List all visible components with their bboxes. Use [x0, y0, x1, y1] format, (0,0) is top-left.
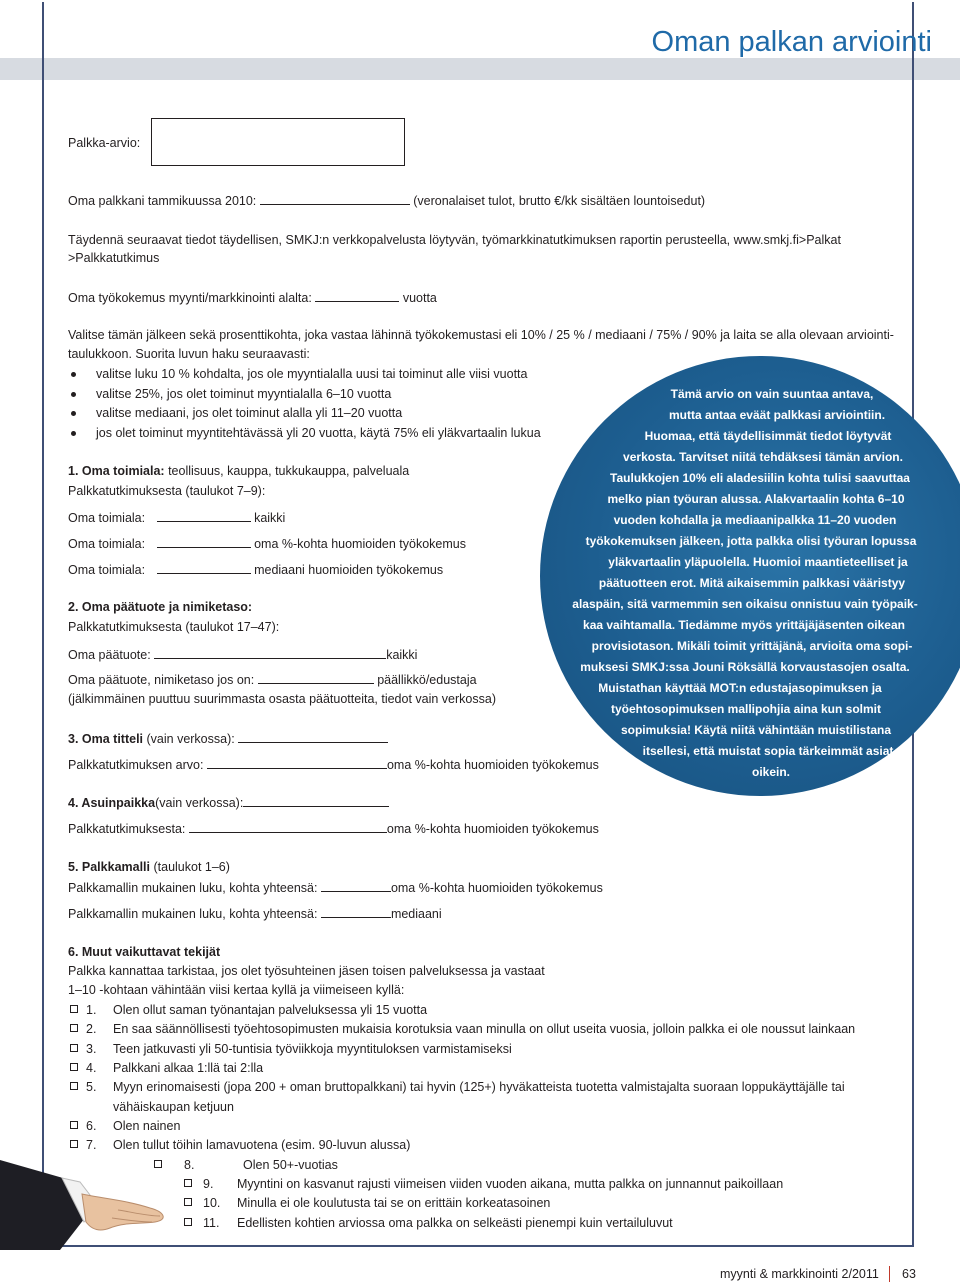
callout-line: Tämä arvio on vain suuntaa antava, [670, 387, 874, 401]
s1-row-field[interactable] [157, 535, 251, 548]
item-text: Olen ollut saman työnantajan palveluksessa yli 15 vuotta [113, 1003, 428, 1017]
item-text: Edellisten kohtien arviossa oma palkka on selkeästi pienempi kuin vertailuluvut [237, 1216, 673, 1230]
item-text: Palkkani alkaa 1:llä tai 2:lla [113, 1061, 264, 1075]
valitse-line-1: Valitse tämän jälkeen sekä prosenttikohta, joka vastaa lähinnä työkokemustasi eli 10% / 25 % / mediaani / 75% / 90% ja laita se alla olevaan arviointi- [68, 328, 894, 342]
section-3-heading [68, 730, 388, 747]
s1-row-suffix: kaikki [254, 511, 286, 525]
callout-line: sopimuksia! Käytä niitä vähintään muistilistana [620, 723, 892, 737]
s2-row-suffix: kaikki [386, 648, 418, 662]
callout-line: mutta antaa eväät palkkasi arviointiin. [668, 408, 886, 422]
item-num: 11. [203, 1216, 220, 1230]
section-2-heading: 2. Oma päätuote ja nimiketaso: [68, 600, 253, 614]
s1-row-suffix: oma %-kohta huomioiden työkokemus [254, 537, 466, 551]
checkbox[interactable] [70, 1140, 78, 1148]
s2-row-field[interactable] [258, 671, 374, 684]
s5-row [68, 905, 442, 922]
callout-line: melko pian työuran alussa. Alakvartaalin kohta 6–10 [607, 492, 905, 506]
s5-row-label: Palkkamallin mukainen luku, kohta yhteensä: [68, 907, 318, 921]
callout-line: vuoden kohdalla ja mediaanipalkka 11–20 vuoden [613, 513, 897, 527]
s2-row-field[interactable] [154, 646, 386, 659]
item-num: 8. [184, 1158, 195, 1172]
callout-line: oikein. [751, 765, 790, 779]
checkbox[interactable] [70, 1024, 78, 1032]
section-1-heading [68, 463, 409, 479]
callout-line: kaa vaihtamalla. Tiedämme myös yrittäjäjäsenten oikean [583, 618, 905, 632]
callout-line: työehtosopimuksen mallipohjia aina kun solmit [610, 702, 882, 716]
section-4-heading [68, 794, 389, 811]
s2-row-label: Oma päätuote: [68, 648, 151, 662]
s1-row [68, 509, 285, 526]
checkbox[interactable] [184, 1179, 192, 1187]
item-num: 7. [86, 1138, 97, 1152]
footer-divider [889, 1266, 890, 1282]
s1-row [68, 561, 443, 578]
section-5-heading [68, 859, 230, 875]
callout-line: työkokemuksen jälkeen, jotta palkka olisi työuran lopussa [585, 534, 917, 548]
bullet-dot [71, 431, 76, 436]
checkbox[interactable] [70, 1121, 78, 1129]
callout-line: muksesi SMKJ:ssa Jouni Röksällä korvaustasojen osalta. [580, 660, 910, 674]
palkka-arvio-box[interactable] [151, 118, 405, 166]
item-text: Myyntini on kasvanut rajusti viimeisen viiden vuoden aikana, mutta palkka on junnannut paikoillaan [237, 1177, 784, 1191]
item-num: 4. [86, 1061, 97, 1075]
section-3-head-rest: (vain verkossa): [143, 732, 235, 746]
callout-line: Taulukkojen 10% eli aladesiilin kohta tulisi saavuttaa [610, 471, 910, 485]
instructions-line-1: Täydennä seuraavat tiedot täydellisen, SMKJ:n verkkopalvelusta löytyvän, työmarkkinatutkimuksen raportin perusteella, www.smkj.fi>Palkat [68, 233, 841, 247]
s2-row [68, 671, 477, 688]
item-num: 10. [203, 1196, 221, 1210]
section-2-note: (jälkimmäinen puuttuu suurimmasta osasta päätuotteita, tiedot vain verkossa) [68, 692, 496, 706]
section-4-head-rest: (vain verkossa): [155, 796, 244, 810]
section-1-head: Oma toimiala: [81, 464, 165, 478]
section-6-heading: 6. Muut vaikuttavat tekijät [68, 945, 221, 959]
section-6-intro-2: 1–10 -kohtaan vähintään viisi kertaa kyllä ja viimeiseen kyllä: [68, 983, 405, 997]
section-1-head-rest: teollisuus, kauppa, tukkukauppa, palveluala [164, 464, 410, 478]
item-text: Teen jatkuvasti yli 50-tuntisia työviikkoja myyntituloksen varmistamiseksi [113, 1042, 512, 1056]
s5-row-label: Palkkamallin mukainen luku, kohta yhteensä: [68, 881, 318, 895]
tyokokemus-field[interactable] [315, 289, 399, 302]
checkbox[interactable] [184, 1198, 192, 1206]
section-5-head-rest: (taulukot 1–6) [150, 860, 230, 874]
s2-row [68, 646, 417, 663]
s3-row-suffix: oma %-kohta huomioiden työkokemus [386, 758, 599, 772]
callout-line: päätuotteen erot. Mitä aikaisemmin palkkasi vääristyy [598, 576, 906, 590]
s5-row-field[interactable] [321, 905, 391, 918]
item-text: Myyn erinomaisesti (jopa 200 + oman bruttopalkkani) tai hyvin (125+) hyväkatteista tuotetta valmistajalta suoraan loppukäyttäjälle tai [113, 1080, 845, 1094]
s3-titteli-field[interactable] [238, 730, 388, 743]
callout-line: Muistathan käyttää MOT:n edustajasopimuksen ja [598, 681, 882, 695]
section-5-head: 5. Palkkamalli [68, 860, 151, 874]
tyokokemus-row [68, 289, 437, 306]
item-text: Minulla ei ole koulutusta tai se on erittäin korkeatasoinen [237, 1196, 551, 1210]
item-num: 2. [86, 1022, 97, 1036]
section-1-source: Palkkatutkimuksesta (taulukot 7–9): [68, 484, 266, 498]
section-3-head: 3. Oma titteli [68, 732, 144, 746]
s5-row-field[interactable] [321, 879, 391, 892]
footer-page-number: 63 [902, 1267, 916, 1281]
item-text: Olen tullut töihin lamavuotena (esim. 90-luvun alussa) [113, 1138, 411, 1152]
callout-line: verkosta. Tarvitset niitä tehdäksesi tämän arvion. [623, 450, 903, 464]
callout-line: alaspäin, sitä varmemmin sen oikaisu onnistuu vain työpaik- [572, 597, 918, 611]
footer-publication: myynti & markkinointi 2/2011 [720, 1267, 879, 1281]
bullet-text: valitse 25%, jos olet toiminut myyntialalla 6–10 vuotta [96, 387, 392, 401]
bullet-text: jos olet toiminut myyntitehtävässä yli 20 vuotta, käytä 75% eli yläkvartaalin lukua [96, 426, 541, 440]
tammikuu-field[interactable] [260, 192, 410, 205]
checkbox[interactable] [70, 1063, 78, 1071]
s4-row-suffix: oma %-kohta huomioiden työkokemus [386, 822, 599, 836]
checkbox[interactable] [70, 1044, 78, 1052]
item-num: 6. [86, 1119, 97, 1133]
palkka-arvio-label: Palkka-arvio: [68, 136, 141, 150]
s3-row [68, 756, 599, 773]
tammikuu-label: Oma palkkani tammikuussa 2010: [68, 194, 257, 208]
s4-asuinpaikka-field[interactable] [243, 794, 389, 807]
callout-line: provisiotason. Mikäli toimit yrittäjänä, arvioita oma sopi- [591, 639, 913, 653]
item-num: 3. [86, 1042, 97, 1056]
s5-row [68, 879, 603, 896]
s3-row-label: Palkkatutkimuksen arvo: [68, 758, 204, 772]
bullet-dot [71, 372, 76, 377]
item-text-continued: vähäiskaupan ketjuun [113, 1100, 234, 1114]
item-num: 1. [86, 1003, 97, 1017]
item-num: 9. [203, 1177, 214, 1191]
s5-row-suffix: oma %-kohta huomioiden työkokemus [390, 881, 603, 895]
section-6-intro-1: Palkka kannattaa tarkistaa, jos olet työsuhteinen jäsen toisen palveluksessa ja vastaat [68, 964, 545, 978]
s4-row-field[interactable] [189, 820, 387, 833]
tyokokemus-label: Oma työkokemus myynti/markkinointi alalta: [68, 291, 312, 305]
s1-row-label: Oma toimiala: [68, 563, 146, 577]
s1-row-field[interactable] [157, 509, 251, 522]
item-text: Olen nainen [113, 1119, 181, 1133]
item-num: 5. [86, 1080, 97, 1094]
bullet-text: valitse mediaani, jos olet toiminut alalla yli 11–20 vuotta [96, 406, 403, 420]
checkbox[interactable] [70, 1082, 78, 1090]
tammikuu-row [68, 192, 705, 209]
checkbox[interactable] [184, 1218, 192, 1226]
callout-line: yläkvartaalin yläpuolella. Huomioi maantieteelliset ja [608, 555, 908, 569]
bullet-dot [71, 392, 76, 397]
s1-row-suffix: mediaani huomioiden työkokemus [254, 563, 444, 577]
s4-row [68, 820, 599, 837]
tammikuu-note: (veronalaiset tulot, brutto €/kk sisältäen lountoisedut) [413, 194, 706, 208]
instructions-line-2: >Palkkatutkimus [68, 251, 160, 265]
section-2-source: Palkkatutkimuksesta (taulukot 17–47): [68, 620, 280, 634]
s3-row-field[interactable] [207, 756, 387, 769]
s5-row-suffix: mediaani [390, 907, 442, 921]
s4-row-label: Palkkatutkimuksesta: [68, 822, 186, 836]
item-text: En saa säännöllisesti työehtosopimusten mukaisia korotuksia vaan minulla on ollut useita vuosia, jolloin palkka ei ole noussut lainkaan [113, 1022, 856, 1036]
page-title: Oman palkan arviointi [651, 26, 932, 58]
valitse-line-2: taulukkoon. Suorita luvun haku seuraavasti: [68, 347, 310, 361]
section-1-num: 1. [68, 464, 79, 478]
s1-row [68, 535, 466, 552]
callout-line: Huomaa, että täydellisimmät tiedot löytyvät [644, 429, 892, 443]
section-4-head: 4. Asuinpaikka [68, 796, 156, 810]
bullet-dot [71, 411, 76, 416]
handshake-hand-image [0, 1150, 175, 1250]
bullet-text: valitse luku 10 % kohdalta, jos ole myyntialalla uusi tai toiminut alle viisi vuotta [96, 367, 528, 381]
s1-row-field[interactable] [157, 561, 251, 574]
item-text: Olen 50+-vuotias [243, 1158, 338, 1172]
s2-row-suffix: päällikkö/edustaja [377, 673, 477, 687]
s2-row-label: Oma päätuote, nimiketaso jos on: [68, 673, 255, 687]
s1-row-label: Oma toimiala: [68, 537, 146, 551]
checkbox[interactable] [70, 1005, 78, 1013]
tyokokemus-unit: vuotta [402, 291, 437, 305]
s1-row-label: Oma toimiala: [68, 511, 146, 525]
callout-line: itsellesi, että muistat sopia tärkeimmät asiat [642, 744, 894, 758]
